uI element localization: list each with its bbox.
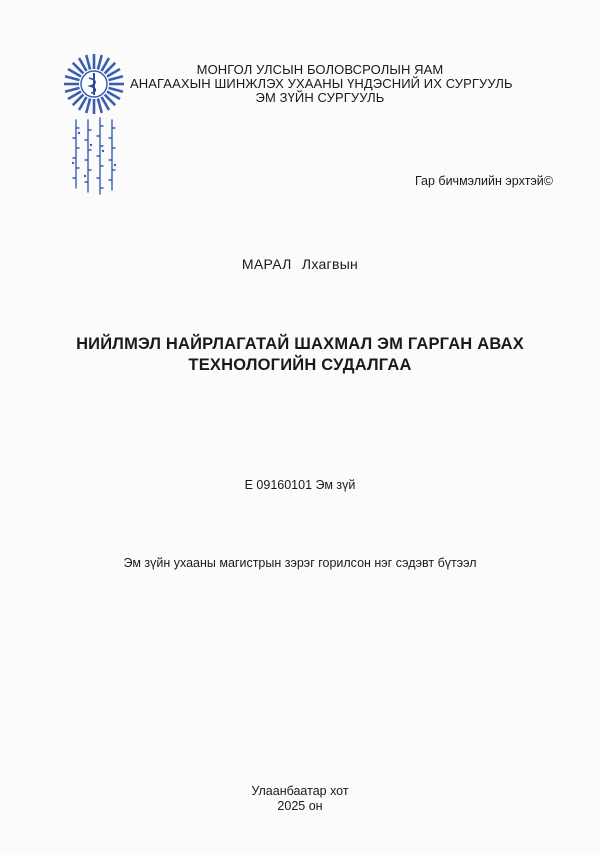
thesis-title-line: ТЕХНОЛОГИЙН СУДАЛГАА <box>188 356 412 374</box>
copyright-notice: Гар бичмэлийн эрхтэй© <box>414 174 553 188</box>
university-emblem-icon <box>60 52 128 200</box>
author-given-name: Лхагвын <box>301 256 359 272</box>
institution-header <box>130 62 513 105</box>
thesis-title <box>40 334 560 376</box>
specialty-code: Е 09160101 Эм зүй <box>244 478 356 492</box>
city: Улаанбаатар хот <box>251 784 349 798</box>
place-and-year <box>0 784 600 814</box>
ministry-name: МОНГОЛ УЛСЫН БОЛОВСРОЛЫН ЯАМ <box>196 62 444 77</box>
author-surname: МАРАЛ <box>241 256 292 272</box>
university-name: АНАГААХЫН ШИНЖЛЭХ УХААНЫ ҮНДЭСНИЙ ИХ СУРГУУЛЬ <box>130 76 513 91</box>
author-name <box>0 256 600 272</box>
degree-purpose: Эм зүйн ухааны магистрын зэрэг горилсон нэг сэдэвт бүтээл <box>123 556 477 570</box>
thesis-title-line: НИЙЛМЭЛ НАЙРЛАГАТАЙ ШАХМАЛ ЭМ ГАРГАН АВАХ <box>76 335 524 353</box>
year: 2025 он <box>277 799 323 813</box>
school-name: ЭМ ЗҮЙН СУРГУУЛЬ <box>255 90 385 105</box>
